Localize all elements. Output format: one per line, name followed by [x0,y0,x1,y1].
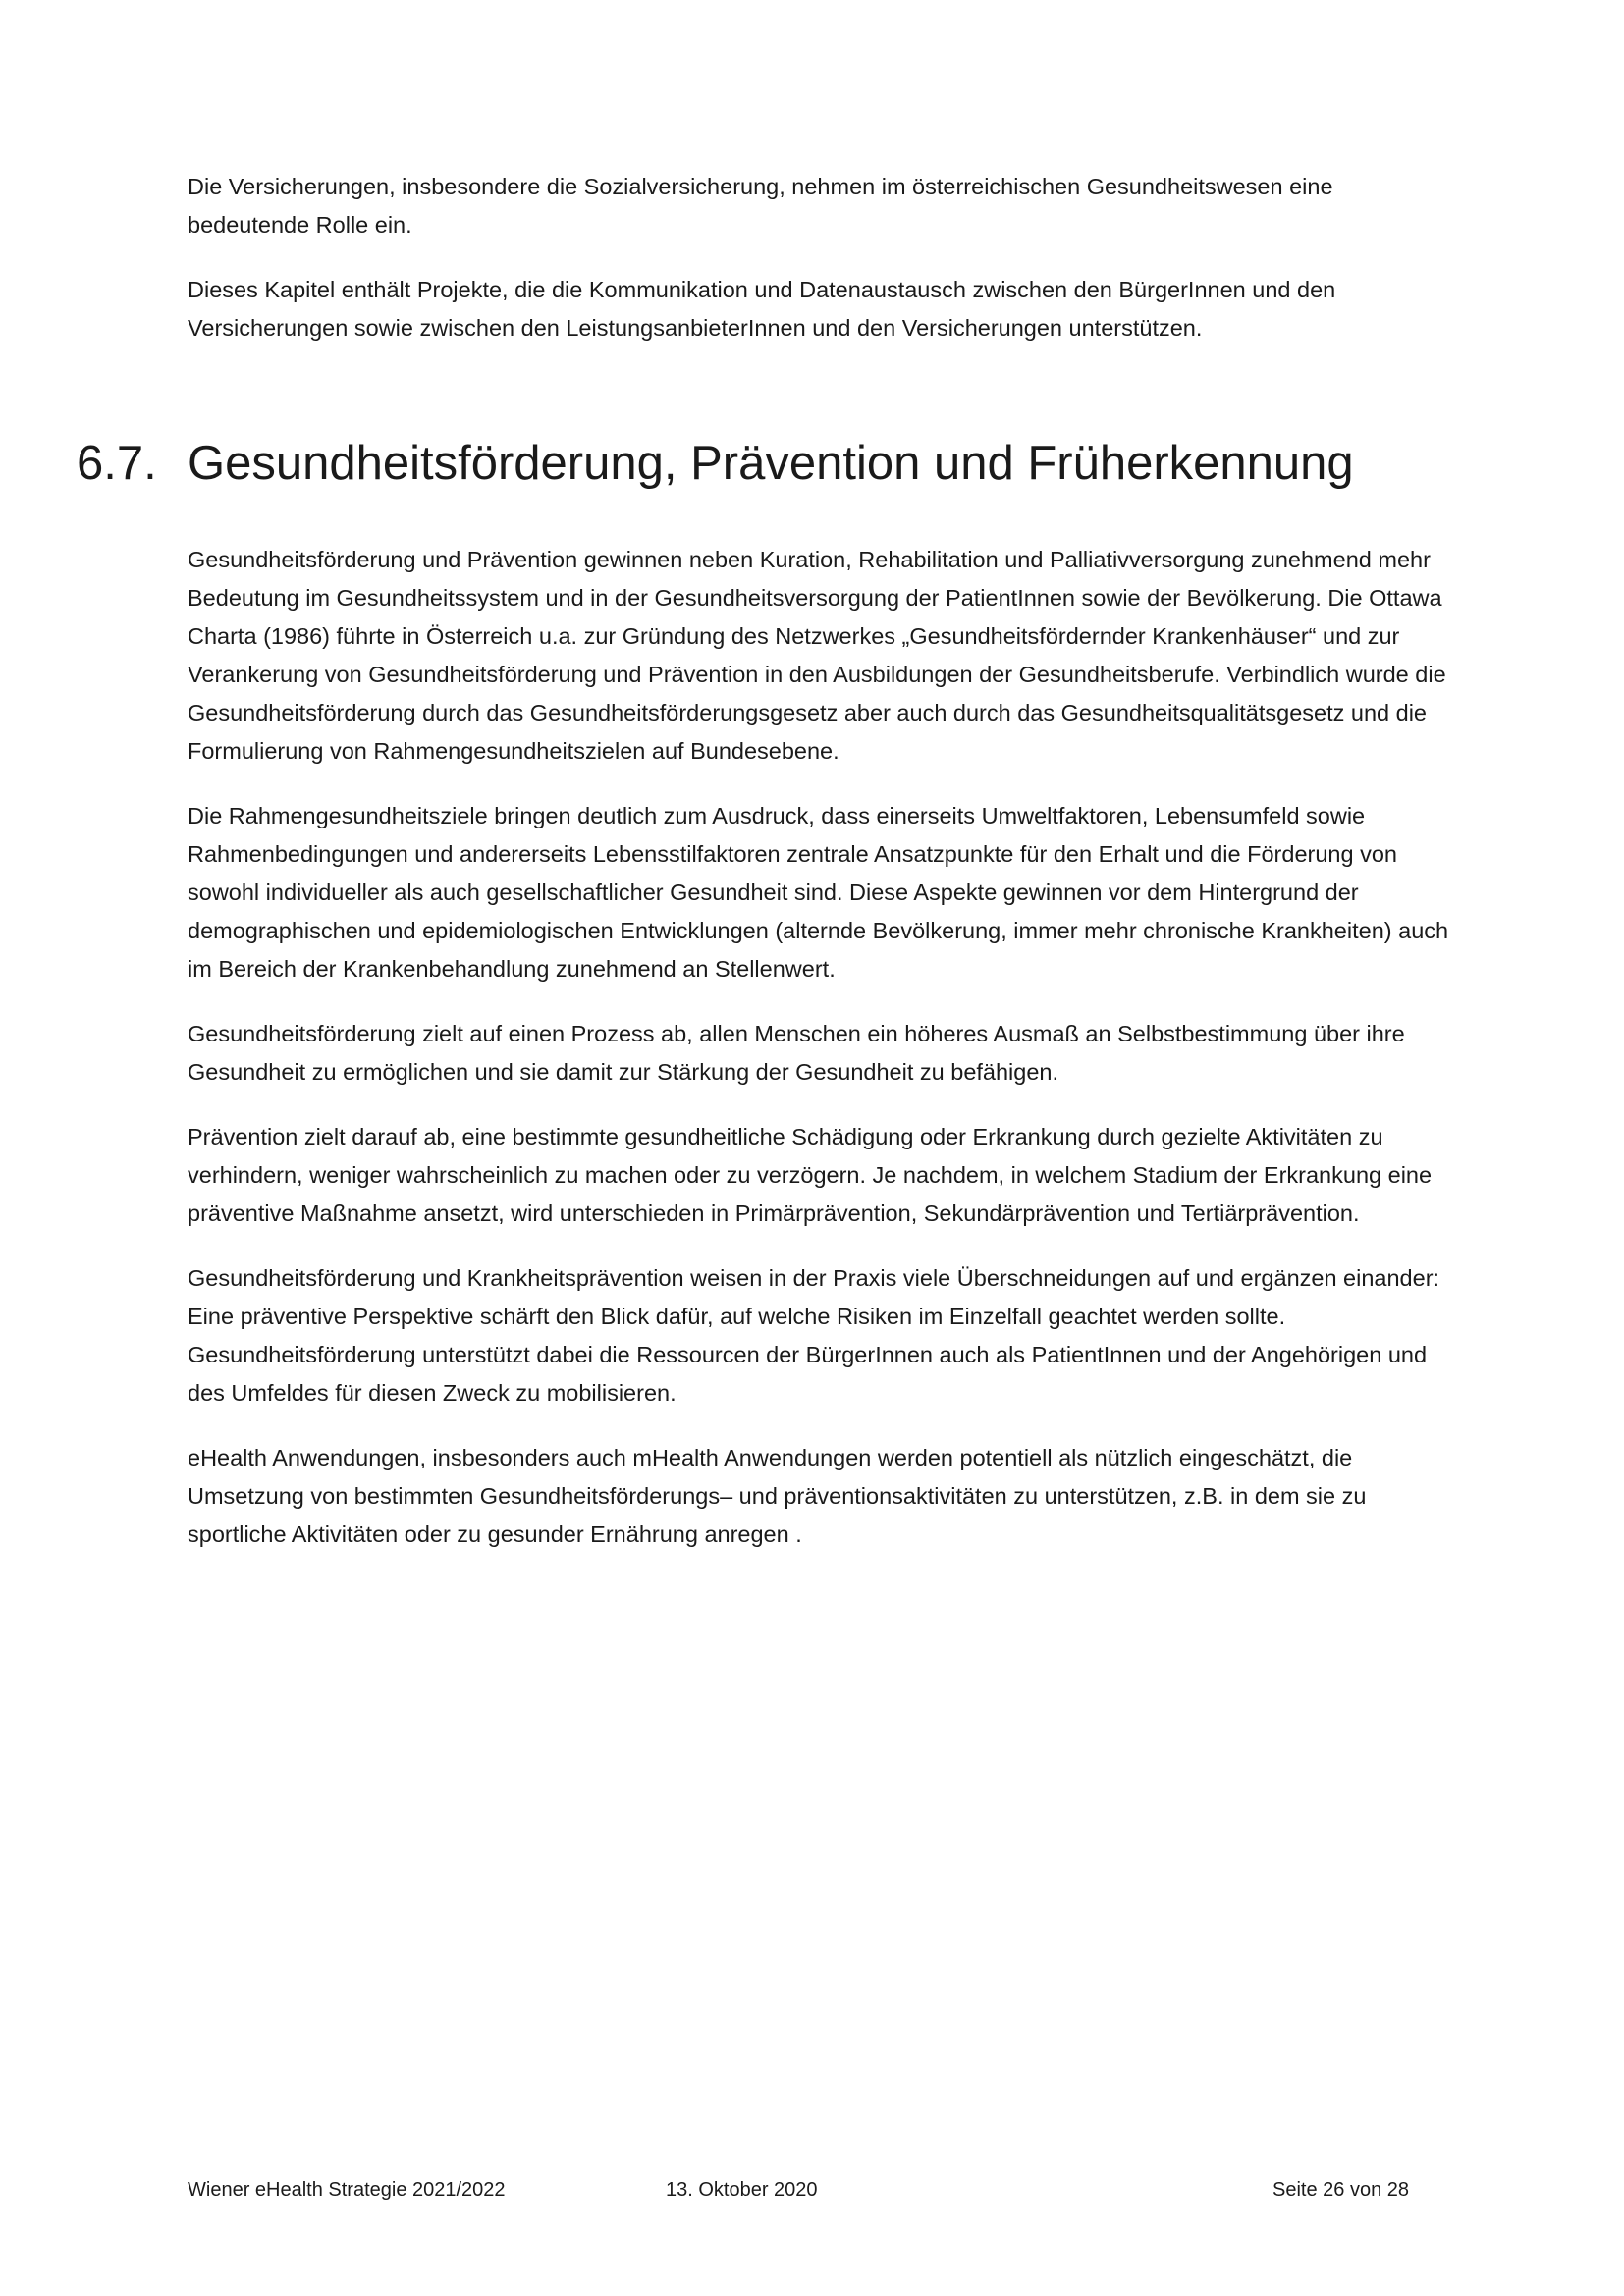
intro-paragraph-1: Die Versicherungen, insbesondere die Sozialversicherung, nehmen im österreichischen Gesundheitswesen eine bedeutende Rolle ein. [188,174,1333,238]
section-paragraph-3: Gesundheitsförderung zielt auf einen Prozess ab, allen Menschen ein höheres Ausmaß an Selbstbestimmung über ihre Gesundheit zu ermöglichen und sie damit zur Stärkung der Gesundheit zu befähigen. [188,1021,1405,1085]
footer-document-title: Wiener eHealth Strategie 2021/2022 [188,2179,506,2201]
intro-text [188,168,1454,374]
section-body [188,541,1454,1580]
footer-date: 13. Oktober 2020 [666,2179,818,2201]
section-heading [77,434,1354,493]
section-paragraph-6: eHealth Anwendungen, insbesonders auch mHealth Anwendungen werden potentiell als nützlich eingeschätzt, die Umsetzung von bestimmten Gesundheitsförderungs– und präventionsaktivitäten zu unterstützen, z.B. in dem sie zu sportliche Aktivitäten oder zu gesunder Ernährung anregen . [188,1445,1367,1547]
section-paragraph-4: Prävention zielt darauf ab, eine bestimmte gesundheitliche Schädigung oder Erkrankung durch gezielte Aktivitäten zu verhindern, weniger wahrscheinlich zu machen oder zu verzögern. Je nachdem, in welchem Stadium der Erkrankung eine präventive Maßnahme ansetzt, wird unterschieden in Primärprävention, Sekundärprävention und Tertiärprävention. [188,1124,1433,1226]
footer-page-number: Seite 26 von 28 [1272,2179,1409,2201]
section-paragraph-2: Die Rahmengesundheitsziele bringen deutlich zum Ausdruck, dass einerseits Umweltfaktoren, Lebensumfeld sowie Rahmenbedingungen und andererseits Lebensstilfaktoren zentrale Ansatzpunkte für den Erhalt und die Förderung von sowohl individueller als auch gesellschaftlicher Gesundheit sind. Diese Aspekte gewinnen vor dem Hintergrund der demographischen und epidemiologischen Entwicklungen (alternde Bevölkerung, immer mehr chronische Krankheiten) auch im Bereich der Krankenbehandlung zunehmend an Stellenwert. [188,803,1449,982]
section-title: Gesundheitsförderung, Prävention und Früherkennung [188,437,1354,490]
section-number: 6.7. [77,437,157,490]
intro-paragraph-2: Dieses Kapitel enthält Projekte, die die Kommunikation und Datenaustausch zwischen den BürgerInnen und den Versicherungen sowie zwischen den LeistungsanbieterInnen und den Versicherungen unterstützen. [188,277,1336,341]
section-paragraph-5: Gesundheitsförderung und Krankheitsprävention weisen in der Praxis viele Überschneidungen auf und ergänzen einander: Eine präventive Perspektive schärft den Blick dafür, auf welche Risiken im Einzelfall geachtet werden sollte. Gesundheitsförderung unterstützt dabei die Ressourcen der BürgerInnen auch als PatientInnen und der Angehörigen und des Umfeldes für diesen Zweck zu mobilisieren. [188,1265,1440,1406]
section-paragraph-1: Gesundheitsförderung und Prävention gewinnen neben Kuration, Rehabilitation und Palliativversorgung zunehmend mehr Bedeutung im Gesundheitssystem und in der Gesundheitsversorgung der PatientInnen sowie der Bevölkerung. Die Ottawa Charta (1986) führte in Österreich u.a. zur Gründung des Netzwerkes „Gesundheitsfördernder Krankenhäuser“ und zur Verankerung von Gesundheitsförderung und Prävention in den Ausbildungen der Gesundheitsberufe. Verbindlich wurde die Gesundheitsförderung durch das Gesundheitsförderungsgesetz aber auch durch das Gesundheitsqualitätsgesetz und die Formulierung von Rahmengesundheitszielen auf Bundesebene. [188,547,1446,764]
